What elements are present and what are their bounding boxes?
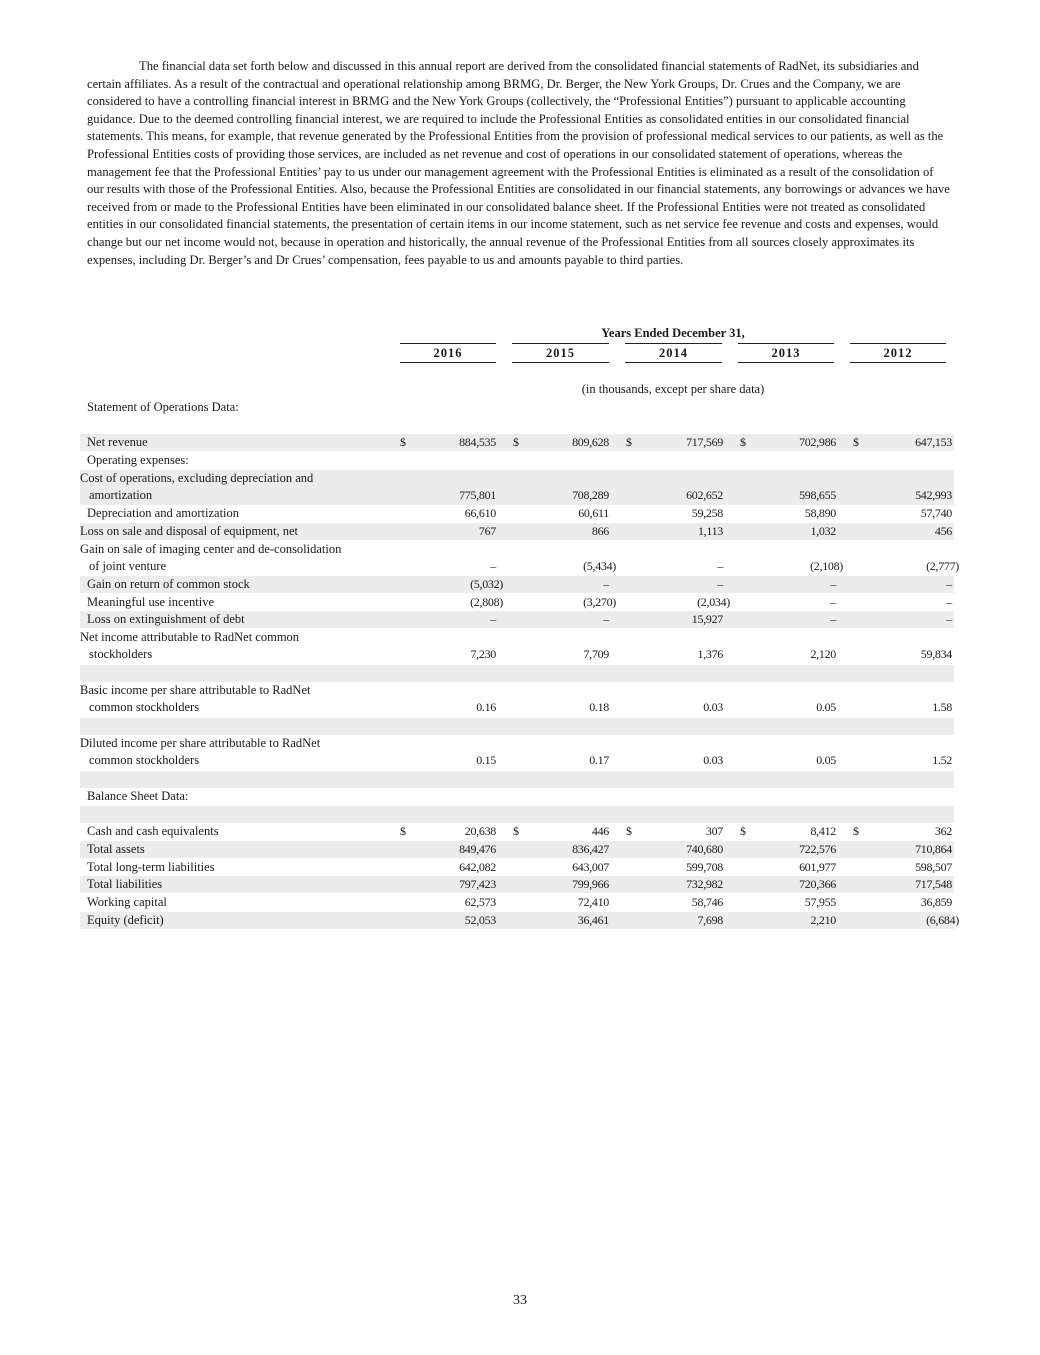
value-2016: 775,801 xyxy=(459,488,496,502)
row-label-continued: amortization xyxy=(89,488,153,502)
value-2014: 59,258 xyxy=(691,506,723,520)
units-note: (in thousands, except per share data) xyxy=(581,382,765,396)
row-label-continued: stockholders xyxy=(89,647,153,661)
row-label: Cash and cash equivalents xyxy=(87,824,219,838)
value-2012: 542,993 xyxy=(915,488,952,502)
header-underline xyxy=(738,362,834,363)
header-rule xyxy=(738,343,834,344)
table-row-cash xyxy=(80,823,954,840)
row-label: Cost of operations, excluding depreciation and xyxy=(80,471,314,485)
section-operations xyxy=(80,398,954,418)
value-2013: 598,655 xyxy=(799,488,836,502)
year-header-2012: 2012 xyxy=(883,346,913,360)
value-2014: 717,569 xyxy=(686,435,723,449)
row-label: Diluted income per share attributable to RadNet xyxy=(80,736,321,750)
dollar-sign: $ xyxy=(400,435,406,449)
value-2012: 59,834 xyxy=(920,647,952,661)
section-label: Balance Sheet Data: xyxy=(87,789,189,803)
period-header: Years Ended December 31, xyxy=(601,326,745,340)
header-rule xyxy=(512,343,609,344)
value-2013: 722,576 xyxy=(799,842,836,856)
dollar-sign: $ xyxy=(740,824,746,838)
value-2015: 708,289 xyxy=(572,488,609,502)
row-label: Depreciation and amortization xyxy=(87,506,240,520)
section-label: Statement of Operations Data: xyxy=(87,400,239,414)
row-label: Working capital xyxy=(87,895,167,909)
row-label: Operating expenses: xyxy=(87,453,189,467)
section-balance-sheet xyxy=(80,788,954,806)
value-2014: 0.03 xyxy=(703,753,723,767)
value-2015: 0.17 xyxy=(589,753,609,767)
table-row-diluted-eps xyxy=(80,735,954,770)
value-2014: 7,698 xyxy=(697,913,723,927)
table-row-loss-on-sale xyxy=(80,523,954,540)
table-row-basic-eps xyxy=(80,682,954,717)
spacer-row xyxy=(80,665,954,682)
value-2012: 598,507 xyxy=(915,860,952,874)
value-2016: 849,476 xyxy=(459,842,496,856)
value-2015: 866 xyxy=(591,524,609,538)
table-row-gain-on-return xyxy=(80,576,954,593)
value-2015: 809,628 xyxy=(572,435,609,449)
value-2013: 702,986 xyxy=(799,435,836,449)
value-2016: 797,423 xyxy=(459,877,496,891)
dollar-sign: $ xyxy=(513,824,519,838)
value-2016: 767 xyxy=(478,524,496,538)
value-2013: 720,366 xyxy=(799,877,836,891)
header-underline xyxy=(512,362,609,363)
dollar-sign: $ xyxy=(740,435,746,449)
spacer-row xyxy=(80,718,954,735)
header-underline xyxy=(850,362,946,363)
value-2015: 7,709 xyxy=(583,647,609,661)
value-2014: 307 xyxy=(705,824,723,838)
table-row-net-income xyxy=(80,629,954,664)
header-underline xyxy=(400,362,496,363)
table-row-long-term-liabilities xyxy=(80,859,954,876)
row-label: Gain on return of common stock xyxy=(87,577,250,591)
row-label: Net income attributable to RadNet common xyxy=(80,630,300,644)
value-2013: 58,890 xyxy=(804,506,836,520)
page-number: 33 xyxy=(513,1293,527,1308)
value-2015: – xyxy=(603,612,609,626)
table-row-cost-of-operations xyxy=(80,470,954,505)
row-label: Loss on extinguishment of debt xyxy=(87,612,245,626)
row-label: Total liabilities xyxy=(87,877,163,891)
value-2012: 456 xyxy=(934,524,952,538)
row-label: Equity (deficit) xyxy=(87,913,164,927)
row-label-continued: common stockholders xyxy=(89,700,200,714)
table-row-total-assets xyxy=(80,841,954,858)
value-2014: 732,982 xyxy=(686,877,723,891)
value-2012: 362 xyxy=(934,824,952,838)
value-2013: 57,955 xyxy=(804,895,836,909)
value-2012: – xyxy=(946,577,952,591)
value-2015: 799,966 xyxy=(572,877,609,891)
year-header-2015: 2015 xyxy=(546,346,575,360)
header-rule xyxy=(850,343,946,344)
value-2014: – xyxy=(717,559,723,573)
value-2016: 642,082 xyxy=(459,860,496,874)
row-label-continued: of joint venture xyxy=(89,559,167,573)
table-row-operating-expenses xyxy=(80,452,954,469)
table-row-total-liabilities xyxy=(80,876,954,893)
value-2012: – xyxy=(946,612,952,626)
value-2012: 717,548 xyxy=(915,877,952,891)
value-2016: (5,032) xyxy=(470,577,503,591)
spacer-row xyxy=(80,771,954,788)
row-label: Total assets xyxy=(87,842,145,856)
value-2016: (2,808) xyxy=(470,595,503,609)
year-header-2013: 2013 xyxy=(771,346,801,360)
table-row-equity xyxy=(80,912,959,929)
value-2013: – xyxy=(830,577,836,591)
row-label: Basic income per share attributable to RadNet xyxy=(80,683,311,697)
value-2014: 15,927 xyxy=(691,612,723,626)
value-2016: 62,573 xyxy=(464,895,496,909)
value-2013: – xyxy=(830,595,836,609)
value-2015: 60,611 xyxy=(578,506,609,520)
table-row-working-capital xyxy=(80,894,954,911)
value-2015: (3,270) xyxy=(583,595,616,609)
value-2013: 8,412 xyxy=(810,824,836,838)
value-2016: – xyxy=(490,559,496,573)
dollar-sign: $ xyxy=(853,435,859,449)
value-2012: 710,864 xyxy=(915,842,952,856)
dollar-sign: $ xyxy=(626,435,632,449)
row-label-continued: common stockholders xyxy=(89,753,200,767)
table-row-meaningful-use xyxy=(80,594,954,611)
value-2014: 602,652 xyxy=(686,488,723,502)
value-2016: 20,638 xyxy=(464,824,496,838)
dollar-sign: $ xyxy=(853,824,859,838)
value-2012: 57,740 xyxy=(920,506,952,520)
value-2013: – xyxy=(830,612,836,626)
value-2013: 2,210 xyxy=(810,913,836,927)
value-2013: 601,977 xyxy=(799,860,836,874)
year-header-2016: 2016 xyxy=(433,346,463,360)
value-2016: – xyxy=(490,612,496,626)
value-2014: – xyxy=(717,577,723,591)
value-2016: 66,610 xyxy=(464,506,496,520)
value-2015: (5,434) xyxy=(583,559,616,573)
value-2013: 2,120 xyxy=(810,647,836,661)
value-2015: 643,007 xyxy=(572,860,609,874)
value-2012: 1.58 xyxy=(932,700,952,714)
intro-paragraph: The financial data set forth below and discussed in this annual report are derived from the consolidated financial statements of RadNet, its subsidiaries and certain affiliates. As a result of the contractual and operational relationship among BRMG, Dr. Berger, the New York Groups, Dr. Crues and the Company, we are considered to have a controlling financial interest in BRMG and the New York Groups (collectively, the “Professional Entities”) pursuant to applicable accounting guidance. Due to the deemed controlling financial interest, we are required to include the Professional Entities as consolidated entities in our consolidated financial statements. This means, for example, that revenue generated by the Professional Entities from the provision of professional medical services to our patients, as well as the Professional Entities costs of providing those services, are included as net revenue and cost of operations in our consolidated statement of operations, whereas the management fee that the Professional Entities’ pay to us under our management agreement with the Professional Entities is eliminated as a result of the consolidation of our results with those of the Professional Entities. Also, because the Professional Entities are consolidated in our financial statements, any borrowings or advances we have received from or made to the Professional Entities have been eliminated in our consolidated balance sheet. If the Professional Entities were not treated as consolidated entities in our consolidated financial statements, the presentation of certain items in our income statement, such as net service fee revenue and costs and expenses, would change but our net income would not, because in operation and historically, the annual revenue of the Professional Entities from all sources closely approximates its expenses, including Dr. Berger’s and Dr Crues’ compensation, fees payable to us and amounts payable to third parties. xyxy=(87,59,950,267)
value-2015: 72,410 xyxy=(577,895,609,909)
value-2016: 0.15 xyxy=(476,753,496,767)
value-2016: 884,535 xyxy=(459,435,496,449)
value-2015: 0.18 xyxy=(589,700,609,714)
header-rule xyxy=(400,343,496,344)
value-2014: 599,708 xyxy=(686,860,723,874)
value-2014: 1,113 xyxy=(697,524,723,538)
value-2012: – xyxy=(946,595,952,609)
value-2013: 0.05 xyxy=(816,700,836,714)
value-2014: (2,034) xyxy=(697,595,730,609)
value-2013: 0.05 xyxy=(816,753,836,767)
value-2015: 36,461 xyxy=(577,913,609,927)
value-2013: (2,108) xyxy=(810,559,843,573)
value-2014: 58,746 xyxy=(691,895,723,909)
row-label: Gain on sale of imaging center and de-consolidation xyxy=(80,542,342,556)
dollar-sign: $ xyxy=(626,824,632,838)
value-2012: 1.52 xyxy=(932,753,952,767)
value-2016: 52,053 xyxy=(464,913,496,927)
row-label: Loss on sale and disposal of equipment, net xyxy=(80,524,299,538)
value-2015: 446 xyxy=(591,824,609,838)
table-row-gain-on-sale xyxy=(80,541,959,576)
value-2013: 1,032 xyxy=(810,524,836,538)
value-2016: 0.16 xyxy=(476,700,496,714)
value-2012: (2,777) xyxy=(926,559,959,573)
value-2012: 647,153 xyxy=(915,435,952,449)
dollar-sign: $ xyxy=(513,435,519,449)
value-2014: 1,376 xyxy=(697,647,723,661)
value-2012: 36,859 xyxy=(920,895,952,909)
table-row-net-revenue xyxy=(80,434,954,451)
spacer-row xyxy=(80,806,954,823)
value-2016: 7,230 xyxy=(470,647,496,661)
value-2015: – xyxy=(603,577,609,591)
header-underline xyxy=(625,362,722,363)
row-label: Total long-term liabilities xyxy=(87,860,215,874)
header-rule xyxy=(625,343,722,344)
row-label: Meaningful use incentive xyxy=(87,595,215,609)
value-2014: 0.03 xyxy=(703,700,723,714)
year-header-2014: 2014 xyxy=(659,346,688,360)
row-label: Net revenue xyxy=(87,435,148,449)
table-row-loss-on-extinguishment xyxy=(80,611,954,628)
value-2014: 740,680 xyxy=(686,842,723,856)
value-2012: (6,684) xyxy=(926,913,959,927)
dollar-sign: $ xyxy=(400,824,406,838)
value-2015: 836,427 xyxy=(572,842,609,856)
table-row-depreciation xyxy=(80,505,954,522)
